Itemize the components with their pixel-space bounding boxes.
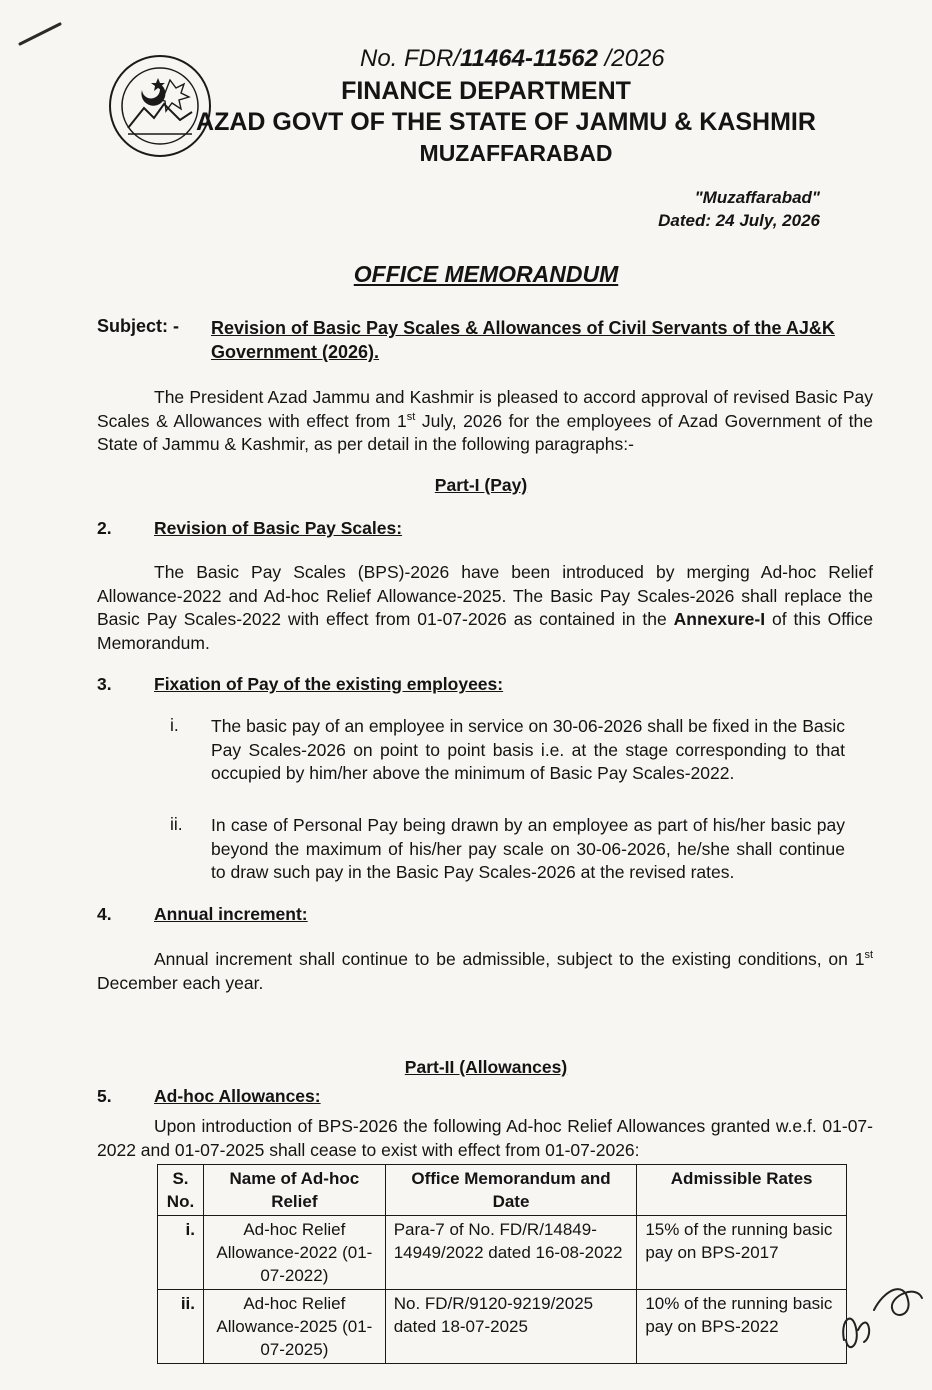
part-1-heading: Part-I (Pay) [434, 475, 528, 495]
intro-paragraph: The President Azad Jammu and Kashmir is pleased to accord approval of revised Basic Pay Scales & Allowances with effect from 1st July, 2026 for the employees of Azad Government of the State of Jammu & Kashmir, as per detail in the following paragraphs:- [97, 387, 873, 454]
section-3-title: Fixation of Pay of the existing employees: [154, 674, 504, 694]
sub-item-number: i. [170, 715, 179, 735]
city-name: MUZAFFARABAD [419, 140, 613, 166]
sub-item-number: ii. [170, 814, 183, 834]
serial-cell: i. [158, 1216, 204, 1290]
section-4-paragraph: Annual increment shall continue to be admissible, subject to the existing conditions, on 1st December each year. [97, 949, 873, 993]
section-3-number: 3. [97, 674, 112, 694]
section-2-title: Revision of Basic Pay Scales: [154, 518, 403, 538]
column-header: Name of Ad-hoc Relief [203, 1165, 385, 1216]
table-row [158, 1216, 847, 1290]
column-header: Office Memorandum and Date [385, 1165, 637, 1216]
handwritten-initials [834, 1270, 928, 1360]
government-name: AZAD GOVT OF THE STATE OF JAMMU & KASHMIR [196, 108, 816, 136]
section-5-number: 5. [97, 1086, 112, 1106]
subject-label: Subject: - [97, 316, 180, 336]
adhoc-relief-table [157, 1164, 847, 1364]
memo-date-cell: Para-7 of No. FD/R/14849-14949/2022 dated 16-08-2022 [385, 1216, 637, 1290]
place-line: "Muzaffarabad" [694, 188, 820, 207]
section-2-number: 2. [97, 518, 112, 538]
memo-reference-number: No. FDR/11464-11562 /2026 [360, 45, 665, 72]
column-header: S. No. [158, 1165, 204, 1216]
section-4-title: Annual increment: [154, 904, 308, 924]
relief-name-cell: Ad-hoc Relief Allowance-2022 (01-07-2022) [203, 1216, 385, 1290]
section-5-paragraph: Upon introduction of BPS-2026 the following Ad-hoc Relief Allowances granted w.e.f. 01-07-2022 and 01-07-2025 shall cease to exist with effect from 01-07-2026: [97, 1116, 873, 1160]
subject-text: Revision of Basic Pay Scales & Allowances of Civil Servants of the AJ&K Government (2026). [211, 318, 835, 362]
sub-item-text: In case of Personal Pay being drawn by an employee as part of his/her basic pay beyond the maximum of his/her pay scale on 30-06-2026, he/she shall continue to draw such pay in the Basic Pay Scales-2026 at the revised rates. [211, 815, 845, 882]
table-row [158, 1290, 847, 1364]
rate-cell: 10% of the running basic pay on BPS-2022 [637, 1290, 847, 1364]
table-header-row [158, 1165, 847, 1216]
column-header: Admissible Rates [637, 1165, 847, 1216]
relief-name-cell: Ad-hoc Relief Allowance-2025 (01-07-2025) [203, 1290, 385, 1364]
rate-cell: 15% of the running basic pay on BPS-2017 [637, 1216, 847, 1290]
date-line: Dated: 24 July, 2026 [658, 211, 820, 230]
department-name: FINANCE DEPARTMENT [341, 77, 631, 105]
memo-title: OFFICE MEMORANDUM [353, 261, 619, 287]
section-5-title: Ad-hoc Allowances: [154, 1086, 321, 1106]
serial-cell: ii. [158, 1290, 204, 1364]
section-4-number: 4. [97, 904, 112, 924]
memo-date-cell: No. FD/R/9120-9219/2025 dated 18-07-2025 [385, 1290, 637, 1364]
part-2-heading: Part-II (Allowances) [404, 1057, 568, 1077]
pen-stroke-mark [18, 18, 62, 48]
section-2-paragraph: The Basic Pay Scales (BPS)-2026 have been introduced by merging Ad-hoc Relief Allowance-2022 and Ad-hoc Relief Allowance-2025. The Basic Pay Scales-2026 shall replace the Basic Pay Scales-2022 with effect from 01-07-2026 as contained in the Annexure-I of this Office Memorandum. [97, 562, 873, 653]
sub-item-text: The basic pay of an employee in service on 30-06-2026 shall be fixed in the Basic Pay Scales-2026 on point to point basis i.e. at the stage corresponding to that occupied by him/her above the minimum of Basic Pay Scales-2022. [211, 716, 845, 783]
